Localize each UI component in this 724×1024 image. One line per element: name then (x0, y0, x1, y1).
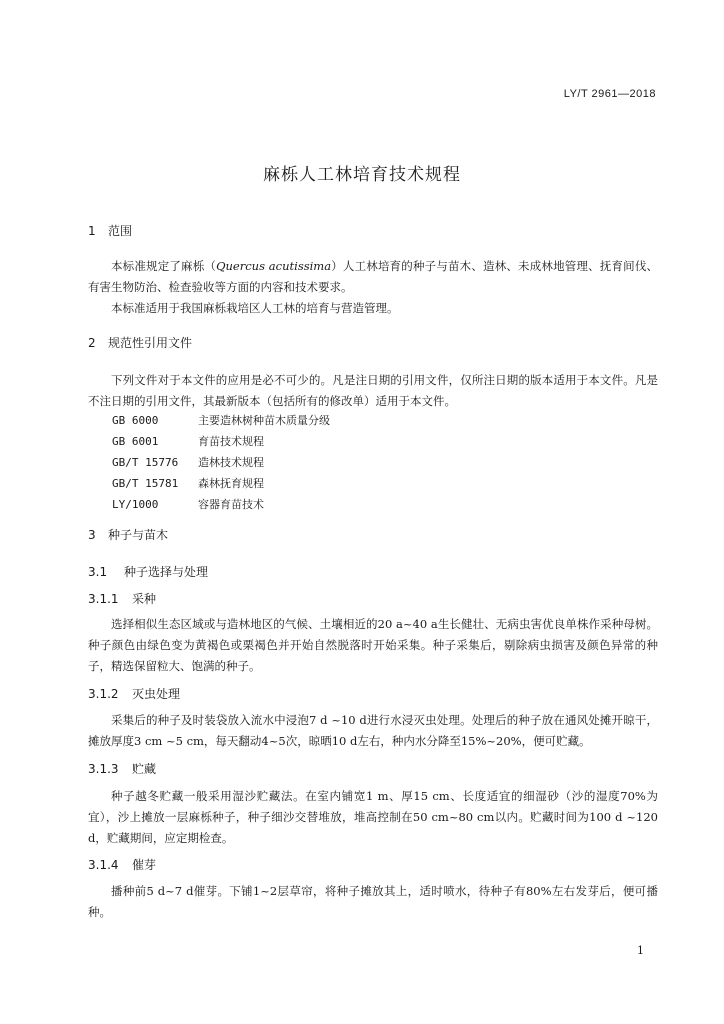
reference-name: 主要造林树种苗木质量分级 (198, 414, 330, 427)
section-number: 3.1 (88, 565, 108, 579)
section-3-1-1-heading (88, 590, 156, 607)
section-3-1-4-heading (88, 856, 156, 873)
reference-item (112, 412, 330, 428)
standard-code: LY/T 2961—2018 (563, 88, 656, 100)
section-title: 贮藏 (132, 762, 157, 776)
reference-name: 容器育苗技术 (198, 498, 264, 511)
section-title: 催芽 (132, 858, 157, 872)
reference-item (112, 496, 264, 512)
section-2-paragraph: 下列文件对于本文件的应用是必不可少的。凡是注日期的引用文件，仅所注日期的版本适用于本文件。凡是不注日期的引用文件，其最新版本（包括所有的修改单）适用于本文件。 (88, 373, 658, 408)
section-number: 3.1.3 (88, 762, 119, 776)
document-title: 麻栎人工林培育技术规程 (263, 165, 461, 185)
reference-item (112, 433, 264, 449)
section-3-1-2-paragraph: 采集后的种子及时装袋放入流水中浸泡7 d ~10 d进行水浸灭虫处理。处理后的种子放在通风处摊开晾干，摊放厚度3 cm ~5 cm，每天翻动4~5次，晾晒10 d左右，种内水分降至15%~20%，便可贮藏。 (88, 713, 658, 748)
text-run: ）人工林培育的种子与苗木、造林、未成林地管理、抚育间伐、有害生物防治、检查验收等方面的内容和技术要求。 (88, 259, 658, 294)
section-number: 3.1.4 (88, 858, 119, 872)
reference-code: GB 6001 (112, 435, 159, 448)
text-run: 本标准规定了麻栎（ (111, 259, 217, 273)
reference-name: 育苗技术规程 (198, 435, 264, 448)
reference-item (112, 475, 264, 491)
section-1-paragraph-1 (88, 256, 658, 298)
section-title: 规范性引用文件 (108, 336, 193, 350)
section-3-1-4-paragraph: 播种前5 d~7 d催芽。下铺1~2层草帘，将种子摊放其上，适时喷水，待种子有80%左右发芽后，便可播种。 (88, 884, 658, 919)
section-3-1-3-paragraph: 种子越冬贮藏一般采用湿沙贮藏法。在室内铺宽1 m、厚15 cm、长度适宜的细湿砂（沙的湿度70%为宜），沙上摊放一层麻栎种子，种子细沙交替堆放，堆高控制在50 cm~80 cm以内。贮藏时间为100 d ~120 d，贮藏期间，应定期检查。 (88, 789, 658, 845)
section-1-heading (88, 222, 132, 239)
latin-name: Quercus acutissima (216, 259, 332, 273)
page-number: 1 (637, 944, 644, 957)
section-number: 2 (88, 336, 96, 350)
section-number: 1 (88, 224, 96, 238)
section-title: 种子选择与处理 (124, 565, 209, 579)
section-number: 3 (88, 528, 96, 542)
section-title: 灭虫处理 (132, 687, 181, 701)
reference-code: LY/1000 (112, 498, 159, 511)
section-3-heading (88, 526, 168, 543)
section-3-1-heading (88, 563, 208, 580)
reference-name: 森林抚育规程 (198, 477, 264, 490)
section-title: 采种 (132, 592, 157, 606)
section-2-heading (88, 334, 192, 351)
section-3-1-2-heading (88, 685, 180, 702)
section-3-1-3-heading (88, 760, 156, 777)
section-number: 3.1.1 (88, 592, 119, 606)
reference-code: GB 6000 (112, 414, 159, 427)
reference-code: GB/T 15776 (112, 456, 179, 469)
reference-item (112, 454, 264, 470)
section-3-1-1-paragraph: 选择相似生态区域或与造林地区的气候、土壤相近的20 a~40 a生长健壮、无病虫害优良单株作采种母树。种子颜色由绿色变为黄褐色或栗褐色并开始自然脱落时开始采集。种子采集后，剔除病虫损害及颜色异常的种子，精选保留粒大、饱满的种子。 (88, 617, 658, 673)
reference-name: 造林技术规程 (198, 456, 264, 469)
section-1-paragraph-2: 本标准适用于我国麻栎栽培区人工林的培育与营造管理。 (111, 301, 399, 315)
section-number: 3.1.2 (88, 687, 119, 701)
section-title: 种子与苗木 (108, 528, 169, 542)
section-title: 范围 (108, 224, 133, 238)
reference-code: GB/T 15781 (112, 477, 179, 490)
